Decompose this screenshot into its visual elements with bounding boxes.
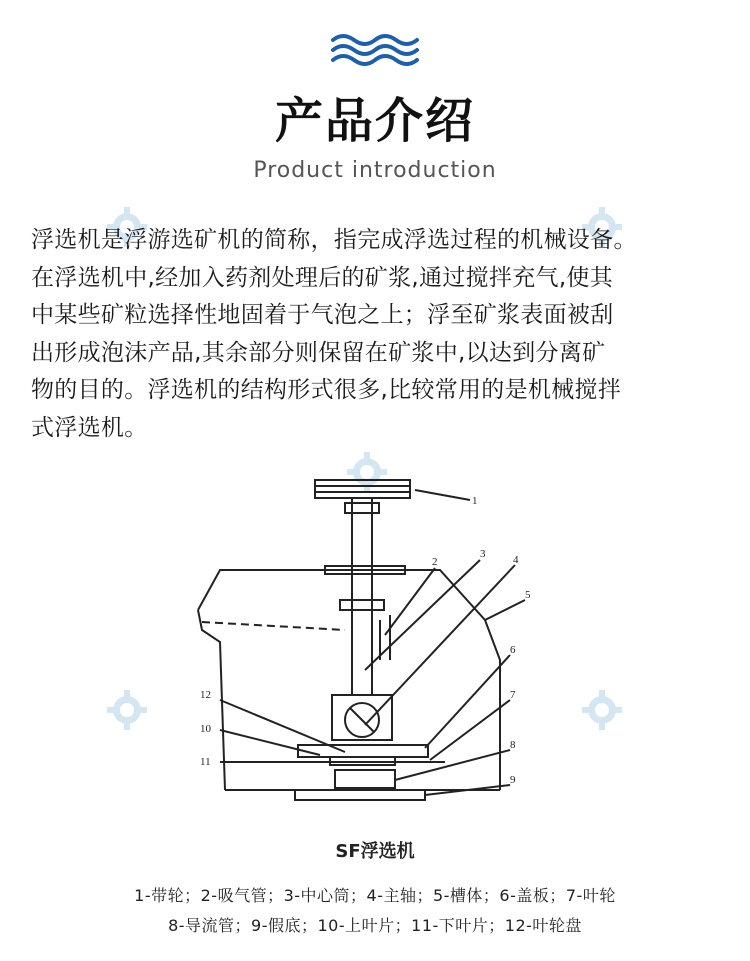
callout-label: 1 [472,495,478,507]
callout-label: 7 [510,689,516,701]
intro-line: 在浮选机中,经加入药剂处理后的矿浆,通过搅拌充气,使其 [31,264,614,291]
gear-logo-icon [580,688,624,732]
callout-label: 4 [513,554,519,566]
wave-icon [331,30,419,70]
callout-label: 10 [200,723,211,735]
legend-line: 8-导流管；9-假底；10-上叶片；11-下叶片；12-叶轮盘 [168,916,582,935]
callout-label: 9 [510,774,516,786]
gear-logo-icon [105,688,149,732]
callout-label: 2 [432,556,438,568]
legend-line: 1-带轮；2-吸气管；3-中心筒；4-主轴；5-槽体；6-盖板；7-叶轮 [134,886,616,905]
intro-line: 物的目的。浮选机的结构形式很多,比较常用的是机械搅拌 [31,377,622,403]
flotation-machine-diagram [180,470,560,830]
callout-label: 6 [510,644,516,656]
callout-label: 12 [200,689,211,701]
callout-label: 3 [480,548,486,560]
intro-line: 式浮选机。 [31,414,148,441]
callout-label: 11 [200,756,211,768]
intro-line: 浮选机是浮游选矿机的简称，指完成浮选过程的机械设备。 [31,227,637,253]
page-subtitle: Product introduction [253,158,497,183]
watermark-logo [580,688,700,778]
callout-label: 8 [510,739,516,751]
callout-label: 5 [525,589,531,601]
intro-line: 中某些矿粒选择性地固着于气泡之上；浮至矿浆表面被刮 [31,302,614,328]
intro-paragraph [31,222,731,447]
page-title: 产品介绍 [274,93,475,149]
intro-line: 出形成泡沫产品,其余部分则保留在矿浆中,以达到分离矿 [31,339,606,366]
diagram-caption: SF浮选机 [335,841,415,862]
